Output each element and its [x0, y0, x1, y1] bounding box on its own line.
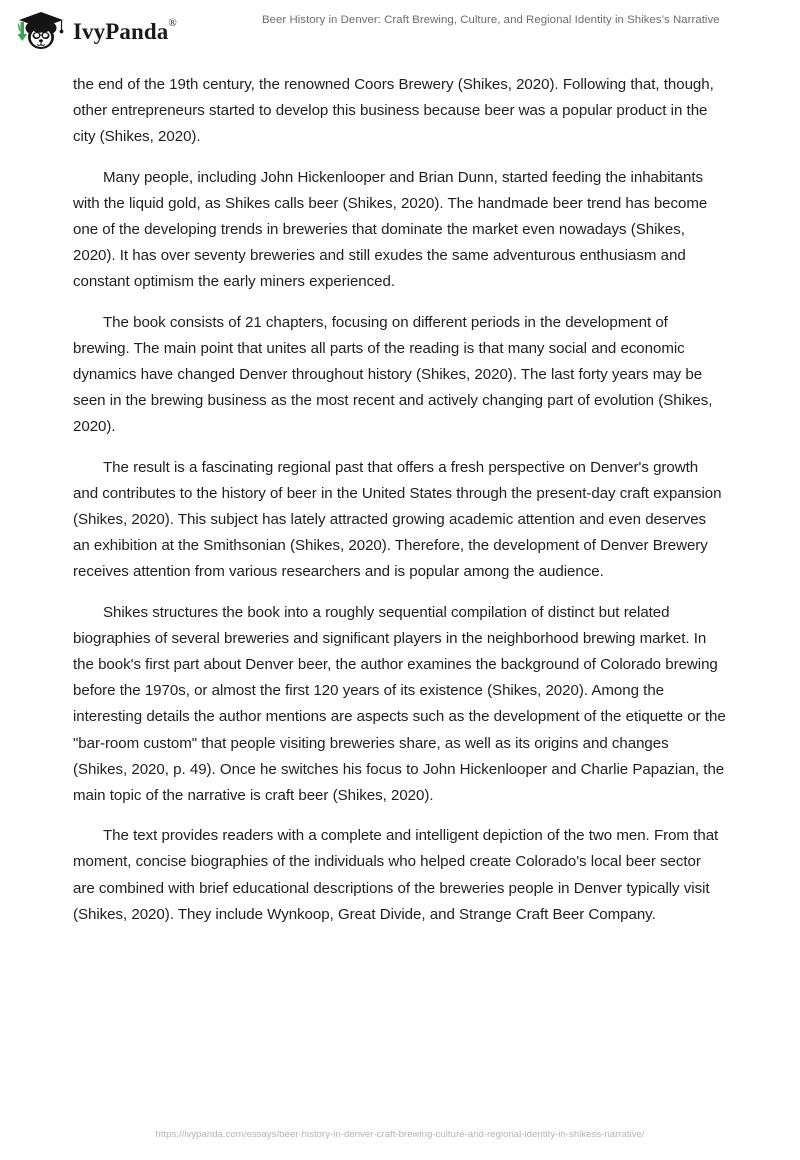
brand-name	[73, 16, 177, 44]
panda-graduate-logo-icon	[14, 8, 66, 54]
paragraph: The text provides readers with a complete and intelligent depiction of the two men. From that moment, concise biographies of the individuals who helped create Colorado's local beer sector are combined with brief educational descriptions of the breweries people in Denver typically visit (Shikes, 2020). They include Wynkoop, Great Divide, and Strange Craft Beer Company.	[73, 827, 719, 923]
paragraph: Shikes structures the book into a roughly sequential compilation of distinct but related biographies of several breweries and significant players in the neighborhood brewing market. In the book's first part about Denver beer, the author examines the background of Colorado brewing before the 1970s, or almost the first 120 years of its existence (Shikes, 2020). Among the interesting details the author mentions are aspects such as the development of the etiquette or the "bar-room custom" that people visiting breweries share, as well as its origins and changes (Shikes, 2020, p. 49). Once he switches his focus to John Hickenlooper and Charlie Papazian, the main topic of the narrative is craft beer (Shikes, 2020).	[73, 603, 726, 805]
brand-name-text: IvyPanda	[73, 18, 169, 44]
paragraph: The book consists of 21 chapters, focusing on different periods in the development of brewing. The main point that unites all parts of the reading is that many social and economic dynamics have changed Denver throughout history (Shikes, 2020). The last forty years may be seen in the brewing business as the most recent and actively changing part of evolution (Shikes, 2020).	[73, 313, 713, 436]
page-footer	[0, 1124, 800, 1142]
source-url-link[interactable]: https://ivypanda.com/essays/beer-history-in-denver-craft-brewing-culture-and-regional-identity-in-shikess-narrative/	[155, 1129, 645, 1140]
paragraph: the end of the 19th century, the renowned Coors Brewery (Shikes, 2020). Following that, though, other entrepreneurs started to develop this business because beer was a popular product in the city (Shikes, 2020).	[73, 76, 714, 146]
document-body	[73, 72, 726, 942]
paragraph: The result is a fascinating regional past that offers a fresh perspective on Denver's growth and contributes to the history of beer in the United States through the present-day craft expansion (Shikes, 2020). This subject has lately attracted growing academic attention and even deserves an exhibition at the Smithsonian (Shikes, 2020). Therefore, the development of Denver Brewery receives attention from various researchers and is popular among the audience.	[73, 458, 722, 581]
brand-logo-link[interactable]	[14, 8, 177, 54]
document-title: Beer History in Denver: Craft Brewing, Culture, and Regional Identity in Shikes’s Narrative	[262, 14, 720, 26]
paragraph: Many people, including John Hickenlooper and Brian Dunn, started feeding the inhabitants with the liquid gold, as Shikes calls beer (Shikes, 2020). The handmade beer trend has become one of the developing trends in breweries that dominate the market even nowadays (Shikes, 2020). It has over seventy breweries and still exudes the same adventurous enthusiasm and constant optimism the early miners experienced.	[73, 168, 708, 291]
page-header	[0, 0, 800, 62]
registered-trademark-mark: ®	[168, 16, 177, 29]
